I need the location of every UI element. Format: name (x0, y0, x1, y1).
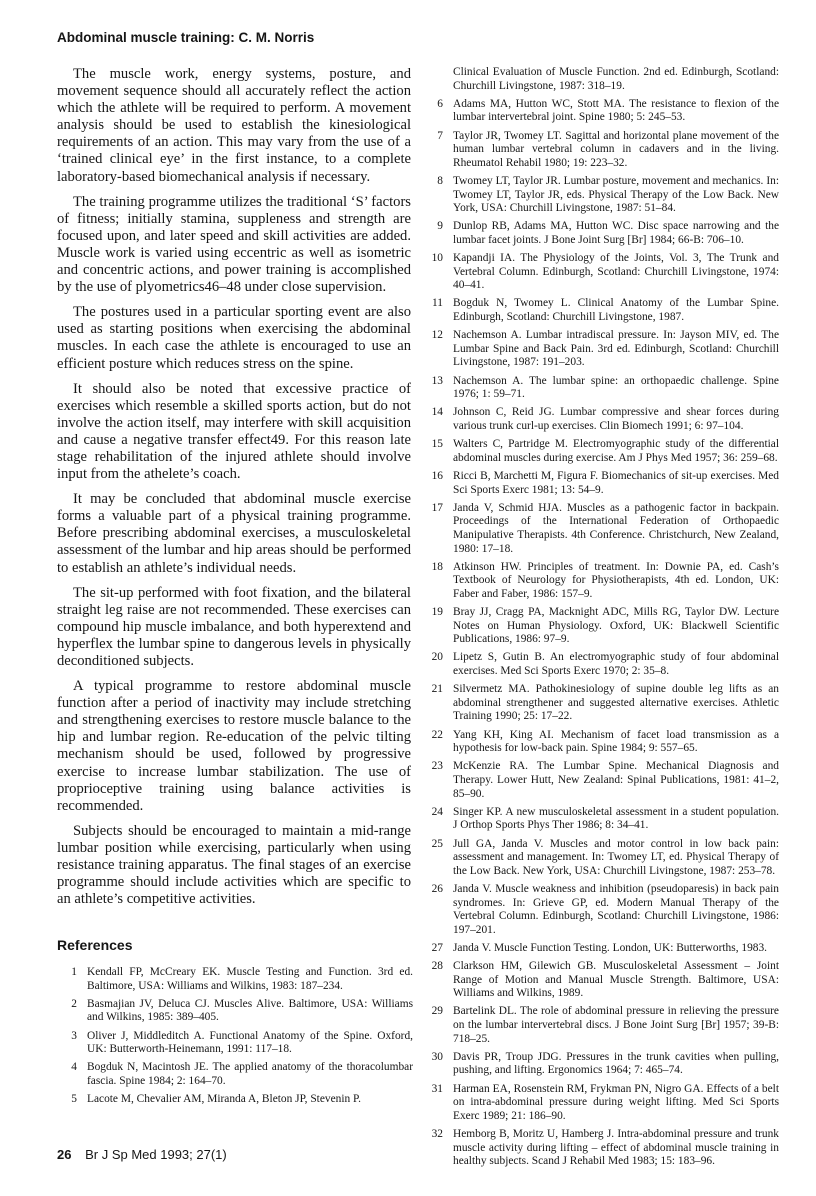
reference-text: Yang KH, King AI. Mechanism of facet load transmission as a hypothesis for low-back pain. Spine 1984; 9: 557–65. (453, 728, 779, 755)
reference-number: 12 (431, 329, 443, 342)
reference-text: Atkinson HW. Principles of treatment. In: Downie PA, ed. Cash’s Textbook of Neurology for Physiotherapists, 4th ed. London, UK: Faber and Faber, 1986: 157–9. (453, 560, 779, 600)
reference-number: 27 (431, 941, 443, 954)
reference-number: 5 (71, 1093, 77, 1106)
reference-text: Walters C, Partridge M. Electromyographic study of the differential abdominal muscles during exercise. Am J Phys Med 1957; 36: 259–68. (453, 438, 779, 464)
reference-item (423, 438, 779, 465)
reference-number: 11 (432, 297, 443, 310)
reference-number: 13 (431, 374, 443, 387)
reference-text: Janda V. Muscle weakness and inhibition (pseudoparesis) in back pain syndromes. In: Grieve GP, ed. Modern Manual Therapy of the Vertebral Column. Edinburgh, Scotland: Churchill Livingstone, 1986: 197–201. (453, 882, 779, 936)
reference-item (423, 130, 779, 171)
reference-number: 24 (431, 805, 443, 818)
reference-number: 14 (431, 406, 443, 419)
reference-text: Clarkson HM, Gilewich GB. Musculoskeletal Assessment – Joint Range of Motion and Manual Muscle Strength. Baltimore, USA: Williams and Wilkins, 1989. (453, 960, 779, 1000)
page-footer (57, 1147, 227, 1162)
references-heading: References (57, 937, 133, 953)
reference-text: Bogduk N, Twomey L. Clinical Anatomy of the Lumbar Spine. Edinburgh, Scotland: Churchill Livingstone, 1987. (453, 297, 779, 324)
reference-item (423, 175, 779, 216)
reference-number: 17 (431, 501, 443, 514)
reference-item (423, 470, 779, 497)
reference-text: Nachemson A. The lumbar spine: an orthopaedic challenge. Spine 1976; 1: 59–71. (453, 374, 779, 401)
reference-number: 9 (437, 220, 443, 233)
reference-item (57, 1030, 413, 1057)
reference-number: 25 (431, 837, 443, 850)
reference-text: Bartelink DL. The role of abdominal pressure in relieving the pressure on the lumbar intervertebral discs. J Bone Joint Surg [Br] 1957; 39-B: 718–25. (453, 1005, 779, 1045)
reference-text: Davis PR, Troup JDG. Pressures in the trunk cavities when pulling, pushing, and lifting. Ergonomics 1964; 7: 465–74. (453, 1050, 779, 1077)
reference-text: Oliver J, Middleditch A. Functional Anatomy of the Spine. Oxford, UK: Butterworth-Heinemann, 1991: 117–18. (87, 1029, 413, 1056)
reference-item (423, 960, 779, 1001)
reference-number: 20 (431, 651, 443, 664)
reference-item (423, 1083, 779, 1124)
body-text-column (57, 66, 411, 916)
reference-text: Harman EA, Rosenstein RM, Frykman PN, Nigro GA. Effects of a belt on intra-abdominal pressure during weight lifting. Med Sci Sports Exerc 1989; 21: 186–90. (453, 1082, 779, 1122)
reference-item (423, 1051, 779, 1078)
reference-item (423, 1128, 779, 1169)
reference-number: 3 (71, 1029, 77, 1042)
reference-number: 31 (431, 1082, 443, 1095)
reference-number (423, 66, 453, 93)
reference-number: 28 (431, 960, 443, 973)
reference-item (423, 297, 779, 324)
reference-item (423, 406, 779, 433)
reference-item (423, 329, 779, 370)
reference-number: 7 (437, 129, 443, 142)
reference-number: 32 (431, 1128, 443, 1140)
reference-item (423, 729, 779, 756)
reference-item (423, 838, 779, 879)
reference-number: 8 (437, 174, 443, 187)
reference-number: 6 (437, 97, 443, 110)
reference-number: 16 (431, 469, 443, 482)
body-paragraph: It should also be noted that excessive practice of exercises which resemble a skilled sports action, but do not involve the action itself, may interfere with skill acquisition and cause a negative transfer effect49. For this reason late stage rehabilitation of the injured athlete should involve input from the athelete’s coach. (57, 380, 411, 483)
reference-number: 22 (431, 728, 443, 741)
reference-item (423, 806, 779, 833)
reference-number: 4 (71, 1061, 77, 1074)
reference-item (423, 760, 779, 801)
reference-text: Kendall FP, McCreary EK. Muscle Testing and Function. 3rd ed. Baltimore, USA: Williams and Wilkins, 1983: 187–234. (87, 966, 413, 992)
reference-text: Basmajian JV, Deluca CJ. Muscles Alive. Baltimore, USA: Williams and Wilkins, 1985: 389–405. (87, 997, 413, 1024)
reference-text: Silvermetz MA. Pathokinesiology of supine double leg lifts as an abdominal strengthener and suggested alternative exercises. Athletic Training 1990; 25: 17–22. (453, 683, 779, 723)
body-paragraph: Subjects should be encouraged to maintain a mid-range lumbar position while exercising, particularly when using resistance training apparatus. The final stages of an exercise programme should include activities which are specific to an athlete’s competitive activities. (57, 822, 411, 908)
reference-item (423, 883, 779, 937)
body-paragraph: A typical programme to restore abdominal muscle function after a period of inactivity may include stretching and strengthening exercises to restore muscle balance to the hip and lumbar region. Re-education of the pelvic tilting mechanism should be used, followed by progressive exercise to increase lumbar stabilization. The use of proprioceptive training using balance activities is recommended. (57, 678, 411, 814)
reference-item (423, 561, 779, 602)
reference-item (57, 998, 413, 1025)
reference-item (423, 252, 779, 293)
page-number: 26 (57, 1147, 72, 1162)
reference-item (423, 66, 779, 93)
reference-item (57, 966, 413, 993)
reference-text: Ricci B, Marchetti M, Figura F. Biomechanics of sit-up exercises. Med Sci Sports Exerc 1981; 13: 54–9. (453, 469, 779, 496)
running-header: Abdominal muscle training: C. M. Norris (57, 30, 315, 45)
reference-text: Lipetz S, Gutin B. An electromyographic study of four abdominal exercises. Med Sci Sports Exerc 1970; 2: 35–8. (453, 651, 779, 678)
reference-item (423, 651, 779, 678)
reference-number: 2 (71, 997, 77, 1010)
reference-item (423, 220, 779, 247)
body-paragraph: The sit-up performed with foot fixation, and the bilateral straight leg raise are not recommended. These exercises can compound hip muscle imbalance, and both hyperextend and hyperflex the lumbar spine to dangerous levels in physically deconditioned subjects. (57, 584, 411, 669)
reference-item (423, 98, 779, 125)
reference-text: Dunlop RB, Adams MA, Hutton WC. Disc space narrowing and the lumbar facet joints. J Bone Joint Surg [Br] 1984; 66-B: 706–10. (453, 220, 779, 246)
reference-item (423, 942, 779, 956)
reference-text: McKenzie RA. The Lumbar Spine. Mechanical Diagnosis and Therapy. Lower Hutt, New Zealand: Spinal Publications, 1981: 41–2, 85–90. (453, 760, 779, 800)
reference-text: Clinical Evaluation of Muscle Function. 2nd ed. Edinburgh, Scotland: Churchill Livingstone, 1987: 318–19. (453, 66, 779, 92)
reference-number: 1 (71, 966, 77, 978)
reference-text: Johnson C, Reid JG. Lumbar compressive and shear forces during various trunk curl-up exercises. Clin Biomech 1991; 6: 97–104. (453, 406, 779, 432)
reference-number: 23 (431, 760, 443, 773)
reference-text: Jull GA, Janda V. Muscles and motor control in low back pain: assessment and management. In: Twomey LT, ed. Physical Therapy of the Low Back. New York, USA: Churchill Livingstone, 1987: 253–78. (453, 837, 779, 877)
journal-citation: Br J Sp Med 1993; 27(1) (85, 1147, 227, 1162)
references-list-right (423, 66, 779, 1173)
references-list-left (57, 966, 413, 1111)
reference-text: Bray JJ, Cragg PA, Macknight ADC, Mills RG, Taylor DW. Lecture Notes on Human Physiology. Oxford, UK: Blackwell Scientific Publications, 1986: 97–9. (453, 606, 779, 646)
reference-text: Adams MA, Hutton WC, Stott MA. The resistance to flexion of the lumbar intervertebral joint. Spine 1980; 5: 245–53. (453, 97, 779, 124)
reference-number: 19 (431, 606, 443, 619)
reference-text: Twomey LT, Taylor JR. Lumbar posture, movement and mechanics. In: Twomey LT, Taylor JR, eds. Physical Therapy of the Low Back. New York, USA: Churchill Livingstone, 1987: 51–84. (453, 174, 779, 215)
body-paragraph: The muscle work, energy systems, posture, and movement sequence should all accurately reflect the action which the athlete will be required to perform. A movement analysis should be used to establish the kinesiological requirements of an action. This may vary from the use of a ‘trained clinical eye’ in the first instance, to a complete laboratory-based biomechanical analysis if necessary. (57, 66, 411, 185)
reference-text: Lacote M, Chevalier AM, Miranda A, Bleton JP, Stevenin P. (87, 1093, 361, 1106)
body-paragraph: It may be concluded that abdominal muscle exercise forms a valuable part of a physical training programme. Before prescribing abdominal exercises, a musculoskeletal assessment of the lumbar and hip areas should be performed to establish an athlete’s individual needs. (57, 491, 411, 576)
reference-number: 10 (431, 252, 443, 265)
reference-text: Singer KP. A new musculoskeletal assessment in a student population. J Orthop Sports Phys Ther 1986; 8: 34–41. (453, 805, 779, 832)
reference-item (423, 1005, 779, 1046)
reference-text: Janda V. Muscle Function Testing. London, UK: Butterworths, 1983. (453, 941, 768, 954)
reference-text: Taylor JR, Twomey LT. Sagittal and horizontal plane movement of the human lumbar vertebral column in cadavers and in the living. Rheumatol Rehabil 1980; 19: 223–32. (453, 129, 779, 169)
reference-number: 21 (431, 683, 443, 696)
body-paragraph: The postures used in a particular sporting event are also used as starting positions when exercising the abdominal muscles. In each case the athlete is encouraged to use an efficient posture which reduces stress on the spine. (57, 304, 411, 372)
reference-number: 26 (431, 882, 443, 895)
reference-text: Kapandji IA. The Physiology of the Joints, Vol. 3, The Trunk and Vertebral Column. Edinburgh, Scotland: Churchill Livingstone, 1974: 40–41. (453, 252, 779, 292)
body-paragraph: The training programme utilizes the traditional ‘S’ factors of fitness; initially stamina, suppleness and strength are focused upon, and later speed and skill activities are added. Muscle work is varied using eccentric as well as isometric and concentric actions, and power training is accomplished by the use of plyometrics46–48 under close supervision. (57, 193, 411, 296)
reference-item (423, 683, 779, 724)
reference-item (57, 1061, 413, 1088)
reference-text: Janda V, Schmid HJA. Muscles as a pathogenic factor in backpain. Proceedings of the International Federation of Orthopaedic Manipulative Therapists. 4th Conference. Christchurch, New Zealand, 1980: 17–18. (453, 501, 779, 555)
reference-item (423, 375, 779, 402)
reference-number: 15 (431, 438, 443, 451)
reference-text: Hemborg B, Moritz U, Hamberg J. Intra-abdominal pressure and trunk muscle activity during lifting – effect of abdominal muscle training in healthy subjects. Scand J Rehabil Med 1983; 15: 183–96. (453, 1128, 779, 1168)
reference-number: 30 (431, 1050, 443, 1063)
reference-text: Bogduk N, Macintosh JE. The applied anatomy of the thoracolumbar fascia. Spine 1984; 2: 164–70. (87, 1061, 413, 1087)
reference-number: 18 (431, 560, 443, 573)
reference-number: 29 (431, 1005, 443, 1018)
reference-text: Nachemson A. Lumbar intradiscal pressure. In: Jayson MIV, ed. The Lumbar Spine and Back Pain. 3rd ed. Edinburgh, Scotland: Churchill Livingstone, 1987: 191–203. (453, 329, 779, 369)
reference-item (423, 606, 779, 647)
reference-item (57, 1093, 413, 1107)
reference-item (423, 502, 779, 556)
